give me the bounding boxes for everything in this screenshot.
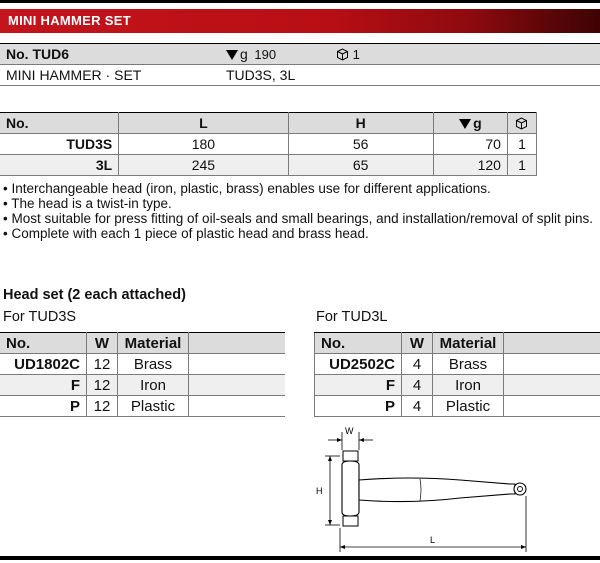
spec-header-no: No.: [0, 113, 119, 134]
spec-header-weight: [433, 113, 507, 134]
spec-qty: 1: [507, 155, 536, 176]
right-header-no: No.: [315, 333, 402, 354]
left-material: Iron: [118, 375, 189, 396]
left-header-blank: [189, 333, 286, 354]
spec-h: 65: [288, 155, 433, 176]
right-blank: [504, 396, 600, 417]
note-item: • Most suitable for press fitting of oil-seals and small bearings, and installation/removal of split pins.: [3, 211, 594, 226]
spec-weight: 120: [433, 155, 507, 176]
feature-notes: [3, 181, 593, 241]
product-number-cell: [0, 44, 226, 65]
right-blank: [504, 375, 600, 396]
product-weight-cell: [226, 44, 336, 65]
section-title: MINI HAMMER SET: [8, 13, 131, 28]
right-header-w: W: [402, 333, 433, 354]
spec-header-l: L: [119, 113, 288, 134]
left-material: Brass: [118, 354, 189, 375]
right-w: 4: [402, 396, 433, 417]
hammer-diagram: [310, 420, 550, 555]
product-summary-table: [0, 43, 600, 86]
spec-no: TUD3S: [0, 134, 119, 155]
note-item: • Complete with each 1 piece of plastic head and brass head.: [3, 226, 369, 241]
product-contents: TUD3S, 3L: [226, 65, 600, 86]
weight-icon: [226, 50, 238, 60]
product-qty-cell: [336, 44, 600, 65]
weight-unit: g: [473, 114, 482, 131]
left-material: Plastic: [118, 396, 189, 417]
head-set-right-table: [314, 332, 600, 417]
head-set-right-caption: For TUD3L: [316, 309, 388, 325]
weight-icon: [459, 119, 471, 129]
table-row: [0, 134, 537, 155]
left-w: 12: [87, 354, 118, 375]
product-weight-value: 190: [254, 46, 277, 62]
weight-unit: g: [240, 45, 248, 62]
right-material: Plastic: [433, 396, 504, 417]
left-w: 12: [87, 396, 118, 417]
head-set-left-table: [0, 332, 285, 417]
spec-header-h: H: [288, 113, 433, 134]
right-w: 4: [402, 375, 433, 396]
table-row: [0, 396, 285, 417]
product-qty-value: 1: [352, 46, 360, 62]
table-row: [0, 155, 537, 176]
table-row: [315, 354, 600, 375]
right-header-blank: [504, 333, 600, 354]
table-row: [0, 354, 285, 375]
spec-l: 245: [119, 155, 288, 176]
package-icon: [336, 48, 349, 61]
note-item: • Interchangeable head (iron, plastic, brass) enables use for different applications.: [3, 181, 491, 196]
right-blank: [504, 354, 600, 375]
spec-l: 180: [119, 134, 288, 155]
head-set-title: Head set (2 each attached): [3, 287, 186, 303]
left-no: P: [0, 396, 87, 417]
top-rule: [0, 0, 600, 3]
table-row: [0, 375, 285, 396]
spec-qty: 1: [507, 134, 536, 155]
left-blank: [189, 396, 286, 417]
right-w: 4: [402, 354, 433, 375]
package-icon: [515, 117, 528, 130]
left-no: F: [0, 375, 87, 396]
left-blank: [189, 354, 286, 375]
head-set-left-caption: For TUD3S: [3, 309, 77, 325]
left-blank: [189, 375, 286, 396]
left-w: 12: [87, 375, 118, 396]
right-no: P: [315, 396, 402, 417]
left-no: UD1802C: [0, 354, 87, 375]
diagram-h-label: H: [316, 486, 323, 496]
table-row: [315, 375, 600, 396]
right-no: F: [315, 375, 402, 396]
diagram-l-label: L: [430, 535, 436, 545]
product-number-value: TUD6: [32, 45, 70, 62]
right-header-material: Material: [433, 333, 504, 354]
product-number-label: No.: [6, 45, 29, 62]
right-material: Iron: [433, 375, 504, 396]
right-no: UD2502C: [315, 354, 402, 375]
left-header-w: W: [87, 333, 118, 354]
spec-h: 56: [288, 134, 433, 155]
diagram-w-label: W: [345, 426, 354, 436]
table-row: [315, 396, 600, 417]
spec-table: [0, 112, 537, 176]
spec-weight: 70: [433, 134, 507, 155]
spec-header-qty: [507, 113, 536, 134]
right-material: Brass: [433, 354, 504, 375]
product-name: MINI HAMMER · SET: [0, 65, 226, 86]
bottom-rule: [0, 556, 600, 560]
left-header-material: Material: [118, 333, 189, 354]
spec-no: 3L: [0, 155, 119, 176]
left-header-no: No.: [0, 333, 87, 354]
note-item: • The head is a twist-in type.: [3, 196, 172, 211]
section-header: [0, 9, 600, 33]
